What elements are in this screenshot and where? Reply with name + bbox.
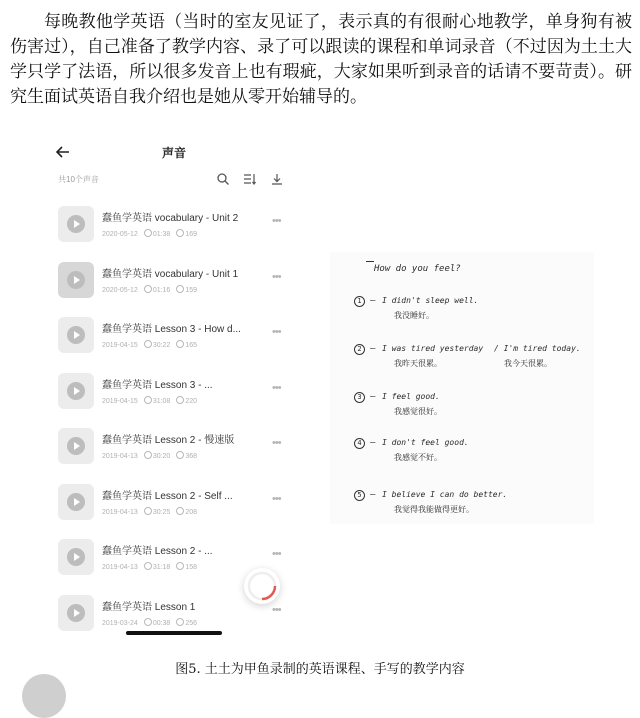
body-paragraph (10, 10, 632, 110)
track-cover (58, 206, 94, 242)
track-title: 蠢鱼学英语 Lesson 2 - Self ... (102, 490, 233, 502)
search-icon[interactable] (216, 172, 230, 186)
note-english: I believe I can do better. (382, 490, 508, 499)
clock-icon (144, 285, 152, 293)
track-meta: 2019-04-13 30:25 208 (102, 508, 198, 516)
notes-question: How do you feel? (374, 264, 461, 274)
track-meta: 2020-05-12 01:38 169 (102, 231, 198, 238)
track-row[interactable] (40, 420, 308, 476)
track-title: 蠢鱼学英语 Lesson 3 - How d... (102, 324, 241, 335)
play-icon[interactable] (67, 382, 85, 400)
page-title: 声音 (161, 146, 186, 160)
track-row[interactable] (40, 309, 308, 365)
note-chinese: 我昨天很累。 (394, 359, 442, 368)
play-count-icon (176, 396, 184, 404)
clock-icon (144, 396, 152, 404)
play-count-icon (176, 451, 184, 459)
more-icon[interactable]: ••• (272, 603, 281, 616)
note-number: 3 (354, 392, 365, 403)
more-icon[interactable]: ••• (272, 492, 281, 505)
play-icon[interactable] (67, 493, 85, 511)
more-icon[interactable]: ••• (272, 548, 281, 560)
note-chinese: 我觉得我能做得更好。 (394, 505, 474, 514)
track-row[interactable] (40, 254, 308, 310)
track-row[interactable] (40, 476, 308, 532)
note-english: I don't feel good. (382, 438, 469, 447)
phone-header (40, 136, 308, 170)
handwritten-notes: How do you feel? 1 – I didn't sleep well. 我没睡好。 2 – I was tired yesterday / I'm tired today. 我昨天很累。 我今天很累。 3 – I feel good. 我感觉很好。 4 – I don't feel good. 我感觉不好。 5 – I believe I can do better. 我觉得我能做得更好。 (330, 252, 594, 524)
more-icon[interactable]: ••• (272, 437, 281, 449)
mini-player-button[interactable] (244, 568, 280, 604)
download-icon[interactable] (270, 172, 284, 186)
clock-icon (144, 562, 152, 570)
more-icon[interactable]: ••• (272, 215, 281, 227)
clock-icon (144, 229, 152, 237)
track-cover (58, 595, 94, 631)
note-number: 5 (354, 490, 365, 501)
play-count-icon (176, 229, 184, 237)
clock-icon (144, 451, 152, 459)
phone-screenshot (40, 136, 308, 646)
note-chinese: 我感觉不好。 (394, 453, 442, 462)
track-title: 蠢鱼学英语 Lesson 3 - ... (102, 379, 213, 391)
note-english: I didn't sleep well. (382, 296, 479, 305)
note-number: 4 (354, 438, 365, 449)
clock-icon (144, 340, 152, 348)
track-cover (58, 484, 94, 520)
note-english: I feel good. (382, 392, 440, 401)
track-meta: 2019-04-13 31:18 158 (102, 564, 198, 571)
track-row[interactable] (40, 365, 308, 421)
note-english: I was tired yesterday (382, 344, 484, 353)
note-number: 1 (354, 296, 365, 307)
play-icon[interactable] (67, 326, 85, 344)
play-icon[interactable] (67, 271, 85, 289)
track-cover (58, 373, 94, 409)
item-count: 共10个声音 (58, 175, 99, 184)
play-count-icon (176, 340, 184, 348)
track-row[interactable] (40, 198, 308, 254)
play-icon[interactable] (67, 604, 85, 622)
track-meta: 2019-04-13 30:20 368 (102, 453, 198, 460)
note-chinese: 我没睡好。 (394, 311, 434, 320)
play-icon[interactable] (67, 548, 85, 566)
more-icon[interactable]: ••• (272, 326, 281, 338)
track-meta: 2019-04-15 30:22 165 (102, 342, 198, 349)
note-number: 2 (354, 344, 365, 355)
clock-icon (144, 507, 152, 515)
sort-icon[interactable] (242, 172, 256, 186)
track-cover (58, 317, 94, 353)
more-icon[interactable]: ••• (272, 270, 281, 283)
track-title: 蠢鱼学英语 Lesson 2 - ... (102, 546, 213, 557)
track-cover (58, 539, 94, 575)
figure-caption: 图5. 土土为甲鱼录制的英语课程、手写的教学内容 (175, 662, 465, 677)
track-cover (58, 428, 94, 464)
paragraph-text: 每晚教他学英语（当时的室友见证了，表示真的有很耐心地教学，单身狗有被伤害过），自己准备了教学内容、录了可以跟读的课程和单词录音（不过因为土土大学只学了法语，所以很多发音上也有瑕疵，大家如果听到录音的话请不要苛责）。研究生面试英语自我介绍也是她从零开始辅导的。 (10, 12, 632, 107)
play-count-icon (176, 507, 184, 515)
track-title: 蠢鱼学英语 Lesson 2 - 慢速版 (102, 435, 235, 446)
note-english-alt: / I'm tired today. (494, 344, 581, 353)
track-title: 蠢鱼学英语 Lesson 1 (102, 601, 196, 613)
dash-mark (366, 261, 374, 262)
home-indicator (126, 631, 222, 635)
progress-ring-icon (244, 568, 280, 604)
track-cover (58, 262, 94, 298)
more-icon[interactable]: ••• (272, 381, 281, 394)
play-count-icon (176, 285, 184, 293)
track-meta: 2019-03-24 00:38 256 (102, 619, 198, 627)
note-chinese: 我感觉很好。 (394, 407, 442, 416)
corner-avatar (22, 674, 66, 718)
play-icon[interactable] (67, 437, 85, 455)
play-count-icon (176, 562, 184, 570)
track-meta: 2020-05-12 01:16 159 (102, 286, 198, 294)
play-icon[interactable] (67, 215, 85, 233)
track-title: 蠢鱼学英语 vocabulary - Unit 2 (102, 213, 239, 224)
clock-icon (144, 618, 152, 626)
track-meta: 2019-04-15 31:08 220 (102, 397, 198, 405)
note-chinese-alt: 我今天很累。 (504, 359, 552, 368)
play-count-icon (176, 618, 184, 626)
track-title: 蠢鱼学英语 vocabulary - Unit 1 (102, 268, 239, 280)
